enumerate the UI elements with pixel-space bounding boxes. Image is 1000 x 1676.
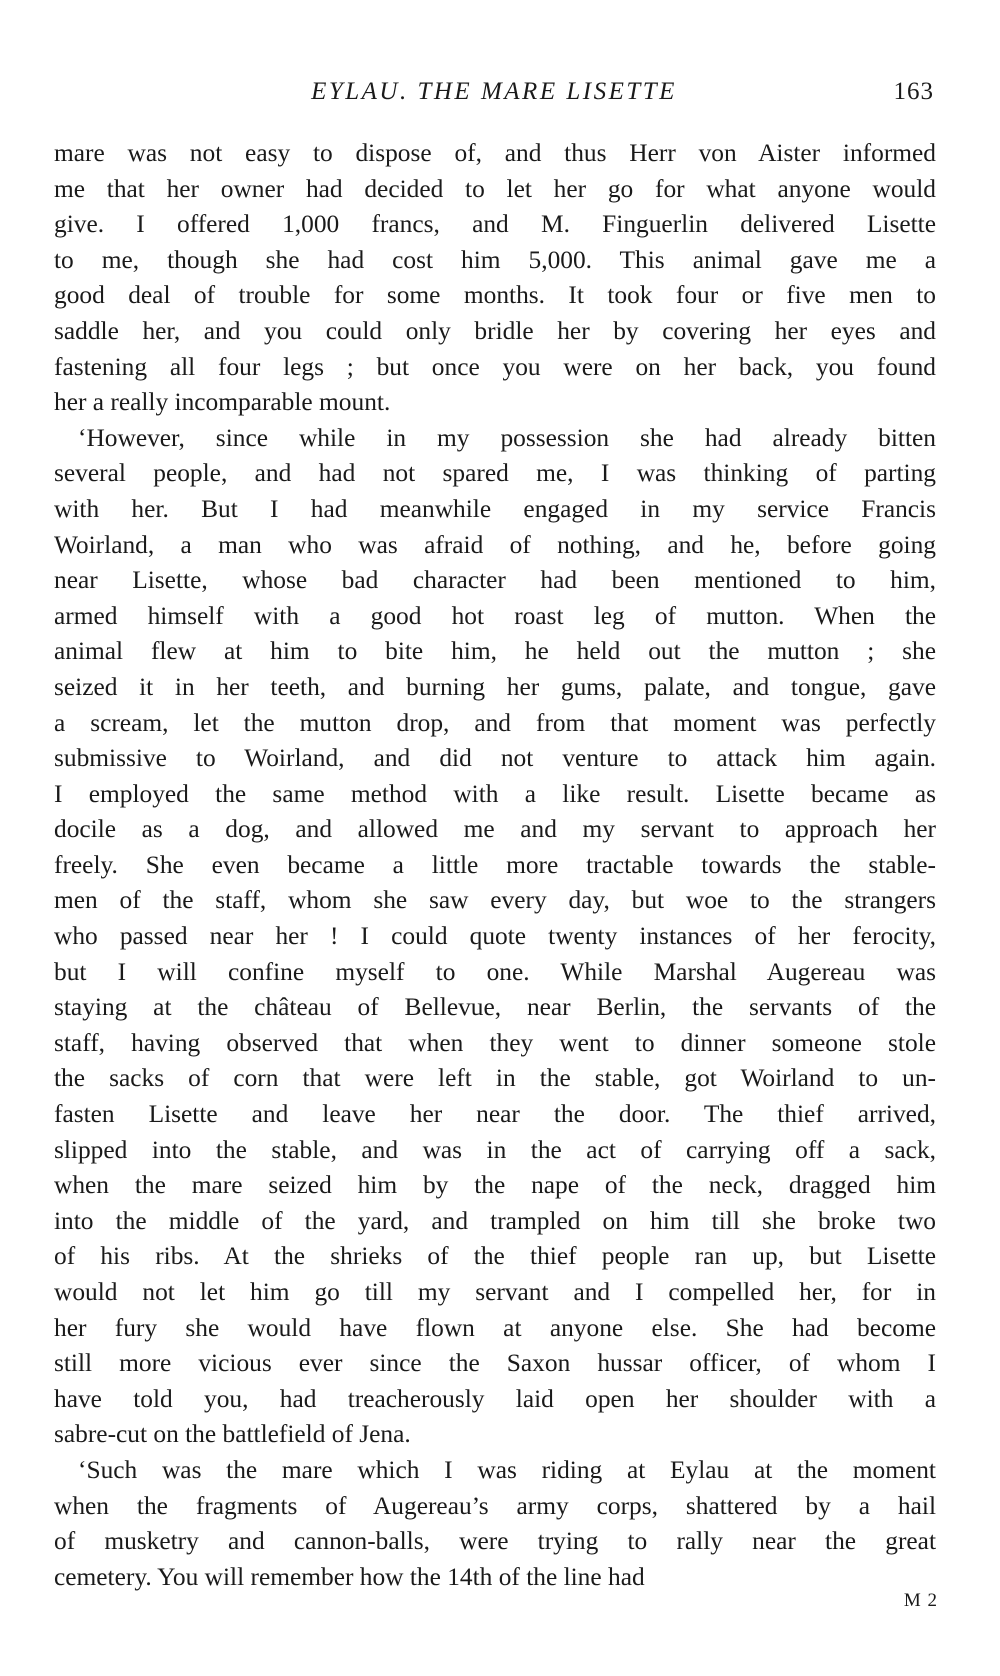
- text-line: docile as a dog, and allowed me and my servant to approach her: [54, 815, 936, 844]
- text-line: submissive to Woirland, and did not venture to attack him again.: [54, 744, 936, 773]
- text-line: her a really incomparable mount.: [54, 388, 391, 417]
- text-line: of musketry and cannon-balls, were trying to rally near the great: [54, 1527, 936, 1556]
- body-text: [54, 136, 936, 1595]
- text-line: a scream, let the mutton drop, and from that moment was perfectly: [54, 708, 936, 737]
- text-line: near Lisette, whose bad character had been mentioned to him,: [54, 566, 936, 595]
- paragraph: [54, 136, 936, 421]
- signature-mark: M 2: [903, 1590, 938, 1611]
- text-line: give. I offered 1,000 francs, and M. Finguerlin delivered Lisette: [54, 210, 936, 239]
- text-line: would not let him go till my servant and I compelled her, for in: [54, 1278, 936, 1306]
- text-line: me that her owner had decided to let her go for what anyone would: [54, 174, 936, 203]
- text-line: still more vicious ever since the Saxon hussar officer, of whom I: [54, 1349, 936, 1378]
- text-line: with her. But I had meanwhile engaged in my service Francis: [54, 494, 936, 523]
- text-line: cemetery. You will remember how the 14th of the line had: [54, 1562, 645, 1591]
- text-line: staying at the château of Bellevue, near Berlin, the servants of the: [54, 993, 936, 1022]
- text-line: but I will confine myself to one. While Marshal Augereau was: [54, 957, 936, 986]
- text-line: into the middle of the yard, and trampled on him till she broke two: [54, 1206, 936, 1235]
- text-line: slipped into the stable, and was in the act of carrying off a sack,: [54, 1135, 936, 1164]
- running-head: [54, 74, 934, 110]
- text-line: the sacks of corn that were left in the stable, got Woirland to un-: [54, 1064, 936, 1093]
- text-line: who passed near her ! I could quote twenty instances of her ferocity,: [54, 922, 936, 951]
- text-line: saddle her, and you could only bridle her by covering her eyes and: [54, 316, 936, 345]
- text-line: sabre-cut on the battlefield of Jena.: [54, 1420, 411, 1449]
- page-number: 163: [893, 78, 934, 105]
- text-line: freely. She even became a little more tractable towards the stable-: [54, 850, 936, 879]
- paragraph: [54, 1453, 936, 1595]
- text-line: fasten Lisette and leave her near the door. The thief arrived,: [54, 1100, 936, 1129]
- text-line: have told you, had treacherously laid open her shoulder with a: [54, 1384, 936, 1413]
- text-line: ‘Such was the mare which I was riding at Eylau at the moment: [78, 1455, 936, 1484]
- text-line: when the mare seized him by the nape of the neck, dragged him: [54, 1171, 936, 1200]
- text-line: good deal of trouble for some months. It took four or five men to: [54, 281, 936, 310]
- text-line: several people, and had not spared me, I was thinking of parting: [54, 459, 936, 488]
- paragraph: [54, 421, 936, 1453]
- text-line: to me, though she had cost him 5,000. This animal gave me a: [54, 245, 936, 274]
- text-line: her fury she would have flown at anyone else. She had become: [54, 1313, 936, 1342]
- text-line: of his ribs. At the shrieks of the thief people ran up, but Lisette: [54, 1242, 936, 1271]
- text-line: seized it in her teeth, and burning her gums, palate, and tongue, gave: [54, 672, 936, 701]
- text-line: animal flew at him to bite him, he held out the mutton ; she: [54, 637, 936, 666]
- text-line: fastening all four legs ; but once you were on her back, you found: [54, 352, 936, 381]
- text-line: armed himself with a good hot roast leg of mutton. When the: [54, 601, 936, 630]
- text-line: when the fragments of Augereau’s army corps, shattered by a hail: [54, 1491, 936, 1520]
- text-line: mare was not easy to dispose of, and thus Herr von Aister informed: [54, 139, 936, 167]
- text-line: staff, having observed that when they went to dinner someone stole: [54, 1028, 936, 1057]
- text-line: ‘However, since while in my possession she had already bitten: [78, 423, 936, 452]
- running-head-title: EYLAU. THE MARE LISETTE: [311, 78, 677, 105]
- text-line: Woirland, a man who was afraid of nothing, and he, before going: [54, 530, 936, 559]
- text-line: men of the staff, whom she saw every day, but woe to the strangers: [54, 886, 936, 915]
- text-line: I employed the same method with a like result. Lisette became as: [54, 779, 936, 808]
